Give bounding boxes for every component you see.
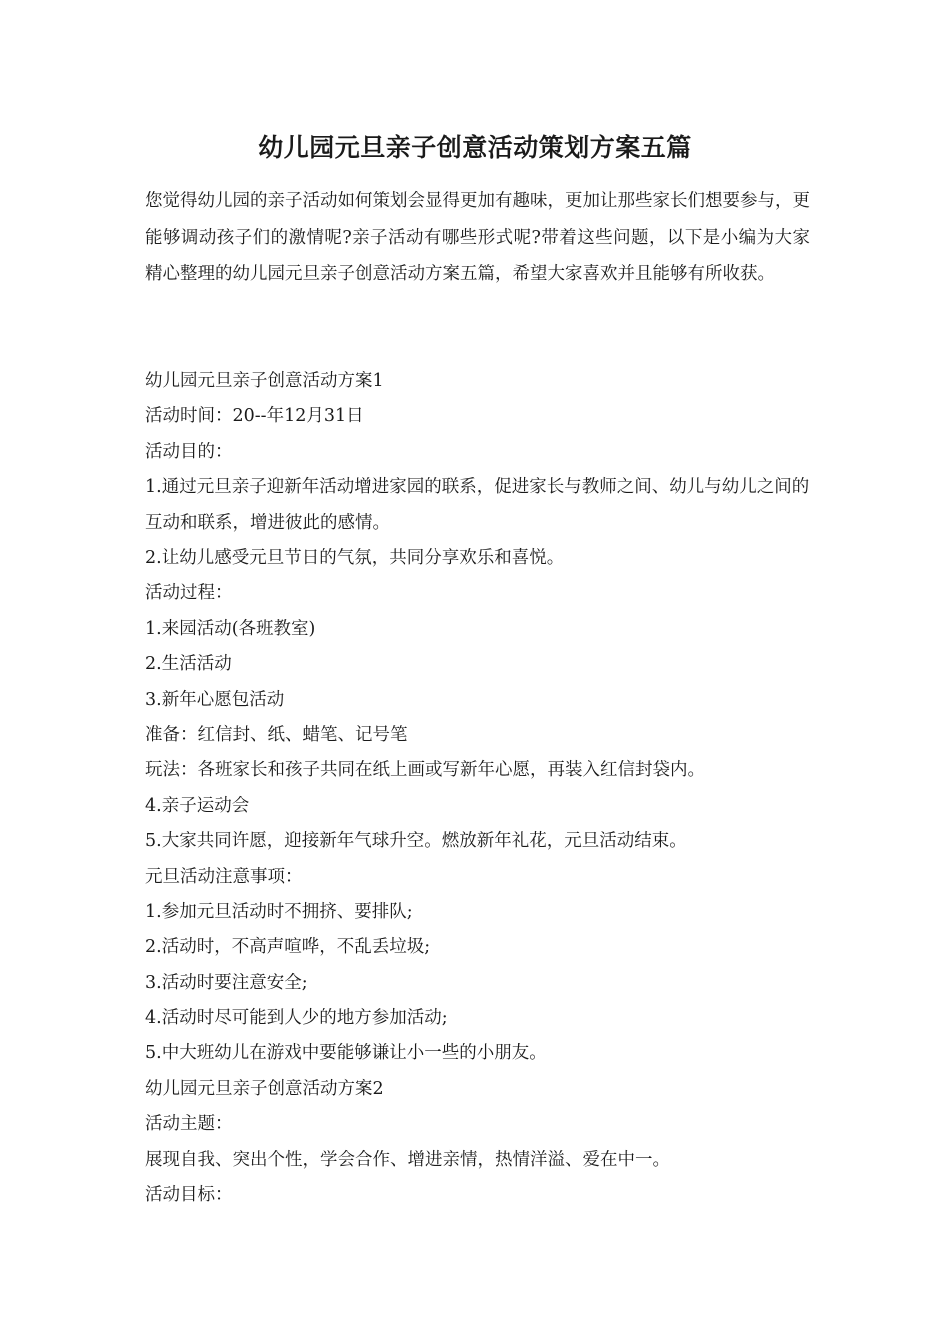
activity-purpose-label: 活动目的： [145,441,233,462]
note-item-5: 5.中大班幼儿在游戏中要能够谦让小一些的小朋友。 [145,1043,547,1064]
process-item-4: 4.亲子运动会 [145,795,250,816]
notes-label: 元旦活动注意事项： [145,866,303,887]
note-item-3: 3.活动时要注意安全; [145,972,308,993]
document-body [145,364,810,1213]
activity-theme-text: 展现自我、突出个性，学会合作、增进亲情，热情洋溢、爱在中一。 [145,1149,670,1170]
play-method-text: 玩法：各班家长和孩子共同在纸上画或写新年心愿，再装入红信封袋内。 [145,760,705,781]
document-title: 幼儿园元旦亲子创意活动策划方案五篇 [258,133,692,162]
section-heading-2: 幼儿园元旦亲子创意活动方案2 [145,1078,384,1099]
activity-theme-label: 活动主题： [145,1114,233,1135]
process-item-2: 2.生活活动 [145,654,232,675]
section-heading-1: 幼儿园元旦亲子创意活动方案1 [145,371,384,391]
purpose-item-1: 1.通过元旦亲子迎新年活动增进家园的联系，促进家长与教师之间、幼儿与幼儿之间的互动和联系，增进彼此的感情。 [145,477,810,533]
purpose-item-2: 2.让幼儿感受元旦节日的气氛，共同分享欢乐和喜悦。 [145,547,565,568]
activity-time: 活动时间：20--年12月31日 [145,406,364,427]
note-item-2: 2.活动时，不高声喧哗，不乱丢垃圾; [145,937,431,958]
process-item-5: 5.大家共同许愿，迎接新年气球升空。燃放新年礼花，元旦活动结束。 [145,831,687,852]
preparation-text: 准备：红信封、纸、蜡笔、记号笔 [145,724,408,745]
activity-goal-label: 活动目标： [145,1185,233,1206]
note-item-4: 4.活动时尽可能到人少的地方参加活动; [145,1008,448,1029]
activity-process-label: 活动过程： [145,583,233,604]
intro-paragraph: 您觉得幼儿园的亲子活动如何策划会显得更加有趣味，更加让那些家长们想要参与，更能够调动孩子们的激情呢?亲子活动有哪些形式呢?带着这些问题，以下是小编为大家精心整理的幼儿园元旦亲子创意活动方案五篇，希望大家喜欢并且能够有所收获。 [145,191,810,284]
process-item-3: 3.新年心愿包活动 [145,689,285,710]
note-item-1: 1.参加元旦活动时不拥挤、要排队; [145,901,413,922]
process-item-1: 1.来园活动(各班教室) [145,618,316,639]
